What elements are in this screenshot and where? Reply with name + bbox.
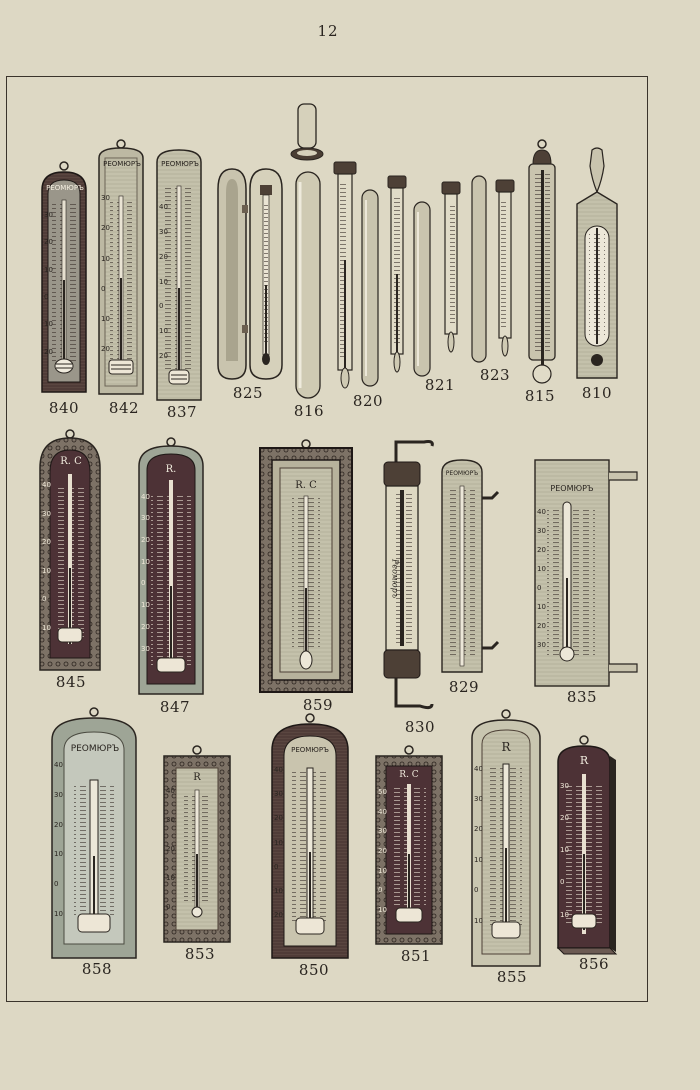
thermometer-label: РЕОМЮРЪ: [46, 184, 84, 192]
thermometer-845: [38, 428, 104, 674]
scale-numeral: 20: [537, 545, 546, 554]
thermometer-label: R.: [165, 464, 177, 475]
scale-numeral: 30: [101, 194, 110, 203]
scale-numeral: 10: [537, 602, 546, 611]
catalog-number: 855: [496, 968, 528, 986]
scale-numeral: 40: [378, 807, 387, 816]
scale-numeral: 0: [44, 293, 49, 302]
thermometer-label: РЕОМЮРЪ: [291, 746, 329, 754]
thermometer-label: РЕОМЮРЪ: [550, 484, 594, 493]
thermometer-815: [525, 138, 559, 390]
scale-numeral: 10: [378, 906, 387, 915]
catalog-number: 845: [55, 673, 87, 691]
scale-numeral: 0: [101, 284, 106, 293]
thermometer-835: [533, 458, 641, 688]
scale-numeral: 0: [42, 595, 47, 604]
scale-numeral: 0: [141, 579, 146, 588]
scale-numeral: 30: [141, 644, 150, 653]
scale-numeral: 10: [42, 623, 51, 632]
scale-numeral: 20: [141, 536, 150, 545]
scale-numeral: 30: [537, 641, 546, 649]
scale-numeral: 30: [159, 228, 168, 237]
scale-numeral: 40: [166, 787, 175, 795]
thermometer-842: [97, 138, 147, 398]
thermometer-840: [40, 160, 90, 396]
scale-numeral: 0: [474, 886, 479, 895]
catalog-number: 851: [400, 947, 432, 965]
scale-numeral: 10: [42, 566, 51, 575]
scale-numeral: 30: [537, 526, 546, 535]
catalog-number: 837: [166, 403, 198, 421]
scale-numeral: 40: [537, 507, 546, 516]
scale-numeral: 10: [474, 855, 483, 864]
thermometer-837: [155, 148, 205, 404]
scale-numeral: 20: [159, 252, 168, 261]
scale-numeral: 40: [159, 203, 168, 212]
thermometer-label: R. C: [295, 480, 317, 491]
catalog-number: 847: [159, 698, 191, 716]
thermometer-label: R: [193, 772, 201, 783]
scale-numeral: 30: [474, 795, 483, 804]
thermometer-847: [137, 436, 205, 698]
thermometer-851: [374, 744, 444, 948]
scale-numeral: 20: [54, 820, 63, 829]
thermometer-859: [258, 438, 354, 696]
scale-numeral: 10: [141, 601, 150, 610]
scale-numeral: 20: [101, 224, 110, 233]
scale-numeral: 20: [474, 825, 483, 834]
thermometer-label: R. C: [60, 456, 82, 467]
scale-numeral: 30: [44, 210, 53, 219]
catalog-number: 840: [48, 399, 80, 417]
scale-numeral: 20: [537, 621, 546, 630]
scale-numeral: 10: [560, 910, 569, 919]
scale-numeral: 10: [141, 557, 150, 566]
scale-numeral: 10: [44, 320, 53, 329]
scale-numeral: 30: [378, 827, 387, 836]
scale-numeral: 40: [141, 492, 150, 501]
catalog-number: 850: [298, 961, 330, 979]
thermometer-829: [440, 458, 504, 676]
scale-numeral: 30: [166, 816, 175, 824]
thermometer-label: R: [501, 740, 511, 754]
scale-numeral: 10: [537, 564, 546, 573]
scale-numeral: 20: [378, 847, 387, 856]
catalog-number: 815: [524, 387, 556, 405]
scale-numeral: 10: [378, 866, 387, 875]
thermometer-856: [556, 734, 618, 956]
thermometer-855: [470, 708, 542, 970]
scale-numeral: 40: [474, 764, 483, 773]
catalog-number: 830: [404, 718, 436, 736]
catalog-number: 816: [293, 402, 325, 420]
scale-numeral: 0: [274, 862, 279, 871]
scale-numeral: 0: [378, 886, 383, 895]
thermometer-825-case: [214, 165, 286, 385]
thermometer-850: [270, 712, 350, 962]
thermometer-816-tube: [288, 102, 328, 402]
scale-numeral: 20: [274, 911, 283, 919]
scale-numeral: 40: [274, 766, 283, 774]
catalog-number: 858: [81, 960, 113, 978]
catalog-number: 820: [352, 392, 384, 410]
thermometer-853: [162, 744, 232, 944]
thermometer-label: РЕОМЮРЪ: [161, 160, 199, 168]
scale-numeral: 10: [101, 314, 110, 323]
scale-numeral: 20: [159, 351, 168, 360]
thermometer-label: R. C: [399, 770, 419, 780]
scale-numeral: 20: [44, 347, 53, 356]
scale-numeral: 0: [54, 880, 59, 889]
scale-numeral: 10: [54, 850, 63, 859]
scale-numeral: 30: [141, 514, 150, 523]
scale-numeral: 20: [44, 238, 53, 247]
thermometer-858: [50, 706, 140, 962]
scale-numeral: 40: [42, 481, 51, 490]
scale-numeral: 0: [166, 903, 171, 911]
scale-numeral: 30: [42, 509, 51, 518]
scale-numeral: 30: [560, 781, 569, 790]
thermometer-label: РЕОМЮРЪ: [70, 744, 120, 754]
catalog-number: 821: [424, 376, 456, 394]
scale-numeral: 50: [378, 787, 387, 796]
thermometer-820: [330, 160, 384, 396]
catalog-number: 842: [108, 399, 140, 417]
scale-numeral: 10: [474, 916, 483, 925]
scale-numeral: 0: [159, 302, 164, 311]
scale-numeral: 10: [274, 838, 283, 847]
scale-numeral: 0: [560, 878, 565, 887]
scale-numeral: 10: [44, 265, 53, 274]
catalog-number: 856: [578, 955, 610, 973]
catalog-number: 853: [184, 945, 216, 963]
catalog-number: 823: [479, 366, 511, 384]
scale-numeral: 10: [54, 909, 63, 918]
thermometer-821: [384, 174, 436, 380]
scale-numeral: 10: [159, 327, 168, 336]
thermometer-810: [574, 146, 620, 382]
scale-numeral: 20: [141, 622, 150, 631]
scale-numeral: 20: [560, 814, 569, 823]
catalog-number: 825: [232, 384, 264, 402]
thermometer-label: Реомюръ: [390, 558, 400, 599]
scale-numeral: 10: [101, 254, 110, 263]
scale-numeral: 20: [166, 845, 175, 853]
page-number: 12: [317, 22, 339, 40]
scale-numeral: 0: [537, 583, 542, 592]
thermometer-label: РЕОМЮРЪ: [103, 160, 141, 168]
scale-numeral: 30: [54, 791, 63, 800]
thermometer-823: [440, 174, 520, 364]
catalog-number: 829: [448, 678, 480, 696]
thermometer-label: R: [579, 754, 589, 767]
scale-numeral: 20: [42, 538, 51, 547]
thermometer-label: РЕОМЮРЪ: [445, 470, 479, 477]
catalog-number: 859: [302, 696, 334, 714]
scale-numeral: 10: [166, 874, 175, 882]
scale-numeral: 20: [101, 345, 110, 353]
catalog-number: 810: [581, 384, 613, 402]
catalog-number: 835: [566, 688, 598, 706]
thermometer-830: [376, 434, 438, 718]
scale-numeral: 10: [159, 277, 168, 286]
scale-numeral: 30: [274, 790, 283, 799]
scale-numeral: 20: [274, 814, 283, 823]
scale-numeral: 10: [560, 846, 569, 855]
scale-numeral: 40: [54, 761, 63, 770]
scale-numeral: 10: [274, 886, 283, 895]
